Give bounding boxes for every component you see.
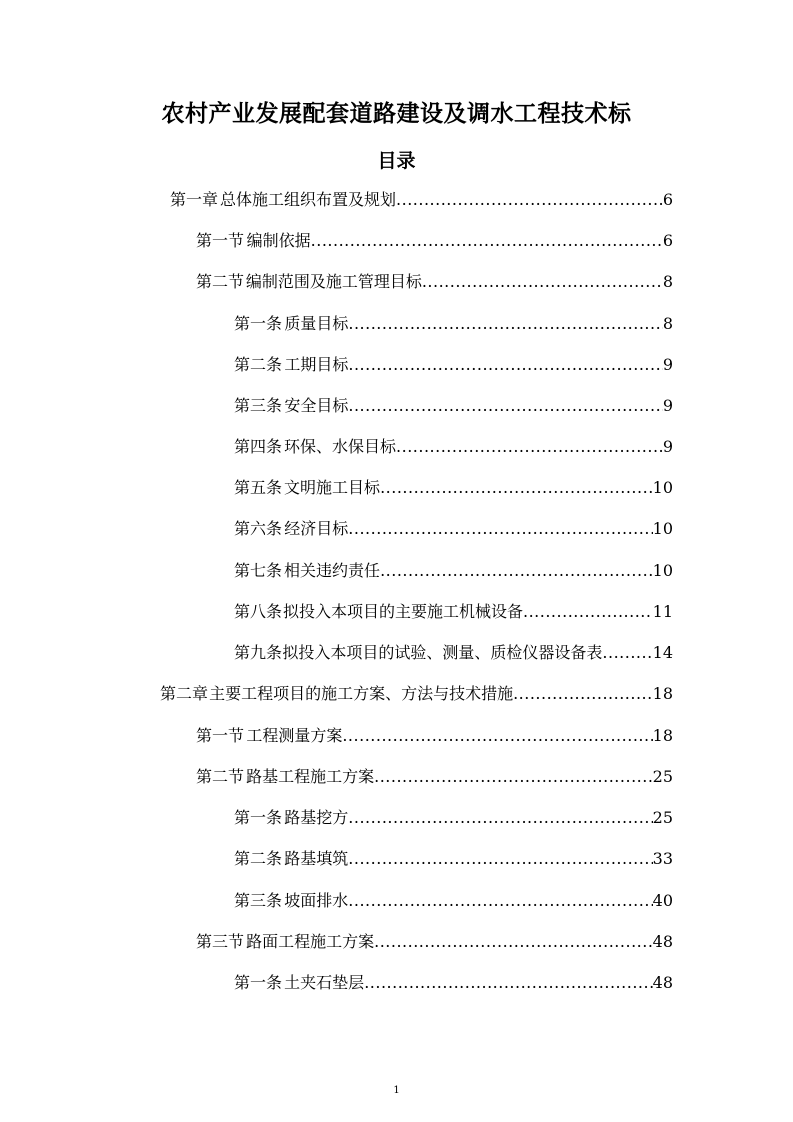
toc-entry-title: 相关违约责任 [284, 561, 381, 580]
toc-leader-dots [348, 806, 652, 830]
toc-leader-dots [422, 270, 663, 294]
toc-entry-page: 33 [652, 849, 673, 868]
toc-entry-article[interactable] [234, 353, 673, 377]
toc-entry-page: 11 [652, 602, 673, 621]
toc-leader-dots [348, 353, 662, 377]
toc-entry-title: 工程测量方案 [246, 726, 343, 745]
toc-entry-number: 第二章 [160, 684, 209, 703]
toc-entry-page: 18 [652, 684, 673, 703]
toc-entry-number: 第一条 [234, 973, 283, 992]
toc-entry-title: 工期目标 [284, 355, 349, 374]
toc-entry-title: 编制范围及施工管理目标 [245, 272, 422, 291]
toc-leader-dots [348, 889, 652, 913]
toc-entry-number: 第一节 [196, 231, 245, 250]
toc-entry-title: 经济目标 [284, 519, 349, 538]
toc-entry-title: 安全目标 [284, 396, 349, 415]
toc-entry-article[interactable] [234, 312, 673, 336]
toc-entry-page: 10 [652, 561, 673, 580]
toc-entry-page: 10 [652, 478, 673, 497]
toc-entry-page: 48 [652, 973, 673, 992]
toc-entry-title: 文明施工目标 [284, 478, 381, 497]
toc-entry-article[interactable] [234, 600, 673, 624]
toc-entry-title: 土夹石垫层 [284, 973, 365, 992]
toc-entry-chapter[interactable] [160, 682, 673, 706]
toc-entry-number: 第四条 [234, 437, 283, 456]
toc-leader-dots [348, 312, 662, 336]
toc-entry-page: 10 [652, 519, 673, 538]
toc-leader-dots [348, 394, 662, 418]
toc-leader-dots [364, 971, 652, 995]
toc-entry-number: 第一节 [196, 726, 245, 745]
toc-entry-section[interactable] [196, 930, 673, 954]
toc-entry-article[interactable] [234, 517, 673, 541]
document-title: 农村产业发展配套道路建设及调水工程技术标 [161, 101, 632, 127]
toc-entry-title: 路面工程施工方案 [246, 932, 375, 951]
toc-entry-article[interactable] [234, 476, 673, 500]
toc-entry-page: 25 [652, 808, 673, 827]
toc-leader-dots [311, 229, 663, 253]
toc-leader-dots [374, 765, 653, 789]
toc-entry-page: 6 [662, 231, 673, 250]
page-number: 1 [393, 1085, 400, 1096]
toc-entry-page: 40 [652, 891, 673, 910]
toc-entry-page: 14 [652, 643, 673, 662]
toc-entry-article[interactable] [234, 435, 673, 459]
toc-leader-dots [523, 600, 653, 624]
toc-entry-title: 拟投入本项目的主要施工机械设备 [282, 602, 523, 621]
toc-entry-article[interactable] [234, 847, 673, 871]
toc-entry-article[interactable] [234, 559, 673, 583]
toc-leader-dots [602, 641, 652, 665]
toc-leader-dots [348, 847, 652, 871]
toc-entry-article[interactable] [234, 641, 673, 665]
toc-entry-number: 第七条 [234, 561, 283, 580]
toc-entry-page: 9 [662, 396, 673, 415]
toc-entry-section[interactable] [196, 765, 673, 789]
toc-entry-article[interactable] [234, 394, 673, 418]
toc-entry-number: 第三节 [196, 932, 245, 951]
toc-entry-section[interactable] [196, 229, 673, 253]
toc-entry-number: 第三条 [234, 396, 283, 415]
toc-entry-number: 第二条 [234, 355, 283, 374]
toc-entry-title: 路基填筑 [284, 849, 349, 868]
toc-entry-number: 第一条 [234, 314, 283, 333]
toc-entry-title: 路基工程施工方案 [246, 767, 375, 786]
toc-leader-dots [396, 188, 663, 212]
toc-entry-number: 第二节 [196, 272, 245, 291]
toc-leader-dots [513, 682, 653, 706]
toc-entry-number: 第三条 [234, 891, 283, 910]
toc-entry-page: 9 [662, 437, 673, 456]
toc-leader-dots [342, 724, 652, 748]
toc-entry-title: 坡面排水 [284, 891, 349, 910]
toc-entry-page: 9 [662, 355, 673, 374]
toc-entry-number: 第二条 [234, 849, 283, 868]
toc-entry-page: 8 [662, 272, 673, 291]
toc-leader-dots [348, 517, 652, 541]
toc-entry-title: 拟投入本项目的试验、测量、质检仪器设备表 [282, 643, 603, 662]
toc-entry-article[interactable] [234, 971, 673, 995]
toc-entry-chapter[interactable] [170, 188, 673, 212]
toc-entry-article[interactable] [234, 806, 673, 830]
toc-entry-title: 环保、水保目标 [284, 437, 397, 456]
toc-entry-section[interactable] [196, 270, 673, 294]
toc-entry-title: 总体施工组织布置及规划 [220, 190, 397, 209]
toc-entry-page: 48 [652, 932, 673, 951]
toc-entry-page: 6 [662, 190, 673, 209]
toc-leader-dots [380, 559, 653, 583]
toc-entry-number: 第六条 [234, 519, 283, 538]
toc-entry-page: 18 [652, 726, 673, 745]
toc-entry-number: 第九条 [234, 643, 283, 662]
toc-leader-dots [396, 435, 663, 459]
toc-entry-number: 第一条 [234, 808, 283, 827]
toc-entry-title: 编制依据 [246, 231, 311, 250]
toc-entry-number: 第五条 [234, 478, 283, 497]
toc-entry-title: 主要工程项目的施工方案、方法与技术措施 [209, 684, 514, 703]
toc-entry-page: 25 [652, 767, 673, 786]
toc-leader-dots [380, 476, 653, 500]
toc-entry-number: 第八条 [234, 602, 283, 621]
toc-entry-page: 8 [662, 314, 673, 333]
toc-entry-number: 第二节 [196, 767, 245, 786]
toc-entry-number: 第一章 [170, 190, 219, 209]
toc-entry-article[interactable] [234, 889, 673, 913]
toc-entry-section[interactable] [196, 724, 673, 748]
toc-leader-dots [374, 930, 653, 954]
toc-heading: 目录 [377, 150, 416, 172]
toc-entry-title: 路基挖方 [284, 808, 349, 827]
toc-entry-title: 质量目标 [284, 314, 349, 333]
